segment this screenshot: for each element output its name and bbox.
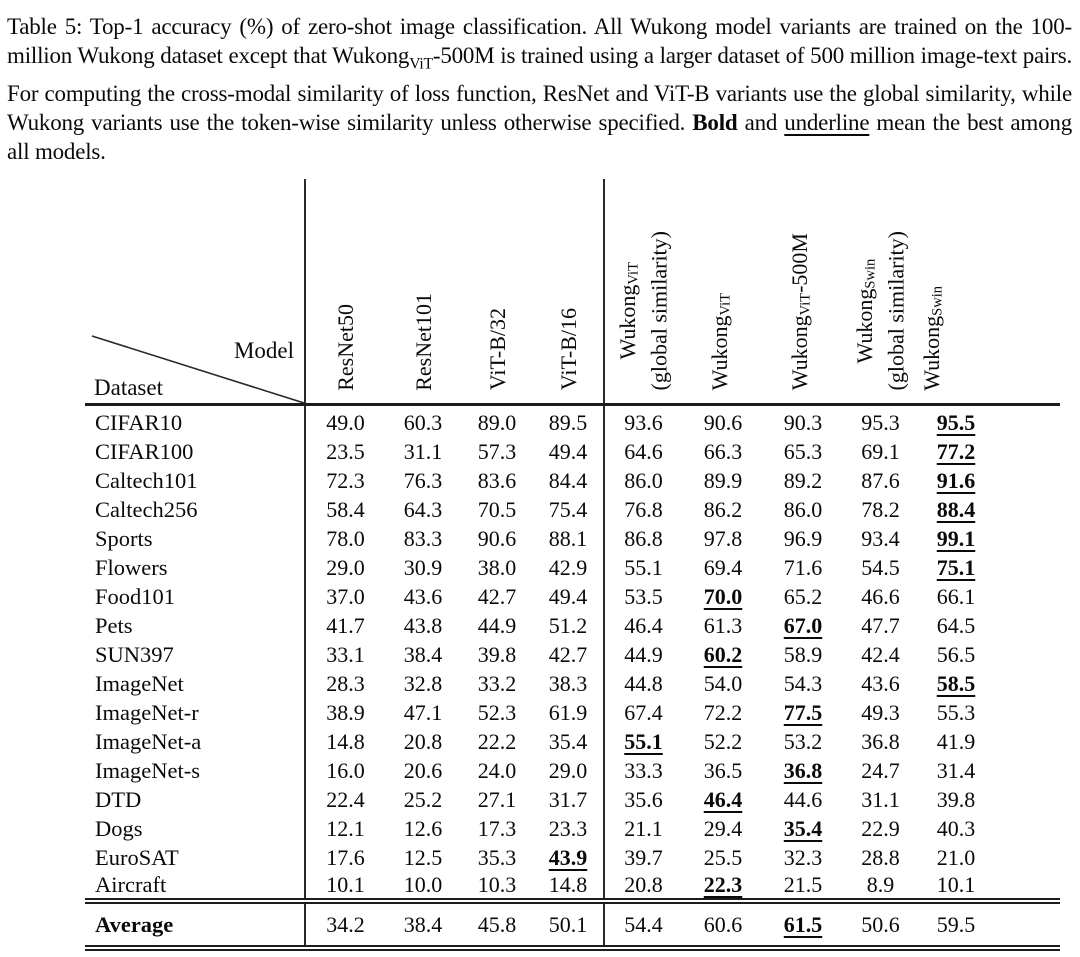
corner-model-label: Model [233,337,294,363]
value-cell: 30.9 [403,554,443,580]
value-cell: 47.7 [861,612,900,638]
caption-text-3: and [737,109,785,135]
value-cell: 97.8 [703,525,743,551]
value-cell: 22.4 [305,785,385,814]
value-cell: 54.5 [861,554,900,580]
value-cell: 20.6 [403,757,443,783]
caption-underline-word: underline [784,109,870,135]
value-cell: 12.1 [305,814,385,843]
value-cell: 47.1 [403,699,443,725]
value-cell: 86.2 [703,496,743,522]
row-label: ImageNet [95,670,184,696]
table-row [85,553,1060,582]
table-row [85,843,1060,872]
caption-text-4: mean the best among all models. [7,109,1072,164]
value-cell: 38.9 [305,698,385,727]
row-label: ImageNet-r [95,699,199,725]
value-cell: 24.0 [477,757,517,783]
value-cell: 52.3 [477,699,517,725]
row-label: ImageNet-s [95,757,200,783]
table-row [85,611,1060,640]
value-cell: 44.8 [604,669,682,698]
value-cell: 29.0 [548,757,588,783]
table-row [85,437,1060,466]
value-cell: 90.6 [703,410,743,436]
value-cell: 54.3 [783,670,823,696]
column-header [305,179,385,405]
table-row [85,727,1060,756]
caption-wukong-subscript: ViT [409,55,433,73]
column-header [461,179,533,405]
value-cell: 12.5 [403,844,443,870]
table-row [85,785,1060,814]
value-cell: 69.4 [703,554,743,580]
value-cell: 17.3 [477,815,517,841]
value-cell: 72.3 [305,466,385,495]
value-cell: 53.2 [783,728,823,754]
value-cell: 35.3 [477,844,517,870]
caption-text-2: -500M is trained using a larger dataset of 500 million image-text pairs. For computing the cross-modal similarity of loss function, ResNet and ViT-B variants use the global similarity, while Wukong variants use the token-wise similarity unless otherwise specified. [7,43,1073,135]
table-row [85,872,1060,901]
value-cell: 21.5 [783,872,823,898]
value-cell: 89.2 [783,467,823,493]
value-cell: 44.6 [783,786,823,812]
value-cell: 29.4 [703,815,743,841]
value-cell: 42.7 [477,583,517,609]
value-cell: 16.0 [305,756,385,785]
value-cell: 67.4 [604,698,682,727]
value-cell: 10.1 [936,872,976,898]
value-cell: 25.2 [403,786,443,812]
value-cell: 10.0 [403,872,443,898]
table-row [85,495,1060,524]
value-cell: 22.3 [703,872,743,898]
caption-bold-word: Bold [692,109,738,135]
row-label: Food101 [95,583,176,609]
value-cell: 69.1 [861,438,900,464]
value-cell: 10.1 [305,872,385,901]
value-cell: 29.0 [305,553,385,582]
value-cell: 44.9 [477,612,517,638]
value-cell: 77.2 [936,438,976,464]
value-cell: 90.6 [477,525,517,551]
value-cell: 35.4 [548,728,588,754]
value-cell: 28.3 [305,669,385,698]
value-cell: 33.2 [477,670,517,696]
value-cell: 36.8 [861,728,900,754]
table-row [85,698,1060,727]
value-cell: 21.1 [604,814,682,843]
rotated-column-label: ViT-B/32 [484,308,510,391]
corner-dataset-label: Dataset [94,374,163,400]
value-cell: 89.9 [703,467,743,493]
rotated-column-label: Wukong$_{Swin}$ (global similarity) [852,231,909,391]
value-cell: 8.9 [866,872,895,898]
value-cell: 45.8 [461,901,533,948]
value-cell: 14.8 [548,872,588,898]
value-cell: 66.1 [936,583,976,609]
value-cell: 54.0 [703,670,743,696]
table-row [85,524,1060,553]
value-cell: 60.2 [703,641,743,667]
row-label: EuroSAT [95,844,179,870]
value-cell: 25.5 [703,844,743,870]
value-cell: 75.1 [936,554,976,580]
value-cell: 20.8 [604,872,682,901]
value-cell: 67.0 [783,612,823,638]
row-label: Dogs [95,815,143,841]
value-cell: 42.7 [548,641,588,667]
value-cell: 23.5 [305,437,385,466]
value-cell: 52.2 [703,728,743,754]
rotated-column-label: Wukong$_{ViT}$ (global similarity) [615,231,672,391]
value-cell: 20.8 [403,728,443,754]
value-cell: 66.3 [703,438,743,464]
value-cell: 43.8 [403,612,443,638]
value-cell: 39.7 [604,843,682,872]
value-cell: 77.5 [783,699,823,725]
value-cell: 49.4 [548,583,588,609]
value-cell: 86.0 [783,496,823,522]
rotated-column-label: Wukong$_{ViT}$ [707,293,734,391]
value-cell: 55.1 [604,553,682,582]
column-header [842,179,919,405]
table-row [85,582,1060,611]
value-cell: 49.3 [861,699,900,725]
value-cell: 54.4 [604,901,682,948]
caption-text-1: Table 5: Top-1 accuracy (%) of zero-shot image classification. All Wukong model variants are trained on the 100-million Wukong dataset except that Wukong [7,14,1072,68]
value-cell: 43.6 [861,670,900,696]
row-label: Flowers [95,554,168,580]
value-cell: 39.8 [936,786,976,812]
value-cell: 64.6 [604,437,682,466]
value-cell: 76.3 [403,467,443,493]
value-cell: 33.3 [604,756,682,785]
value-cell: 31.1 [861,786,900,812]
value-cell: 58.4 [305,495,385,524]
value-cell: 33.1 [305,640,385,669]
value-cell: 70.0 [703,583,743,609]
value-cell: 41.7 [305,611,385,640]
value-cell: 56.5 [936,641,976,667]
value-cell: 87.6 [861,467,900,493]
value-cell: 89.0 [477,410,517,436]
value-cell: 61.3 [703,612,743,638]
value-cell: 72.2 [703,699,743,725]
value-cell: 78.0 [305,524,385,553]
row-label: Average [85,901,305,948]
value-cell: 51.2 [548,612,588,638]
value-cell: 42.4 [861,641,900,667]
average-row [85,901,1060,948]
value-cell: 64.5 [936,612,976,638]
value-cell: 22.2 [477,728,517,754]
table-row [85,466,1060,495]
value-cell: 28.8 [861,844,900,870]
value-cell: 32.3 [783,844,823,870]
value-cell: 31.4 [936,757,976,783]
corner-cell [85,179,305,405]
value-cell: 96.9 [783,525,823,551]
value-cell: 59.5 [919,901,1060,948]
rotated-column-label: ResNet50 [333,303,358,391]
value-cell: 35.4 [783,815,823,841]
row-label: Pets [95,612,133,638]
rotated-column-label: Wukong$_{Swin}$ [919,285,946,391]
table-row [85,404,1060,437]
column-header [919,179,1060,405]
value-cell: 84.4 [548,467,588,493]
value-cell: 55.1 [604,727,682,756]
value-cell: 31.1 [403,438,443,464]
value-cell: 93.6 [604,404,682,437]
value-cell: 60.3 [403,410,443,436]
column-header [604,179,682,405]
value-cell: 64.3 [403,496,443,522]
value-cell: 22.9 [861,815,900,841]
value-cell: 58.5 [936,670,976,696]
table-row [85,756,1060,785]
row-label: CIFAR10 [95,410,183,436]
value-cell: 14.8 [305,727,385,756]
table-row [85,814,1060,843]
value-cell: 88.4 [936,496,976,522]
value-cell: 34.2 [305,901,385,948]
results-table-wrapper [85,179,1080,952]
row-label: SUN397 [95,641,174,667]
value-cell: 86.8 [604,524,682,553]
value-cell: 88.1 [548,525,588,551]
value-cell: 43.6 [403,583,443,609]
value-cell: 50.6 [842,901,919,948]
value-cell: 36.5 [703,757,743,783]
row-label: DTD [95,786,142,812]
column-header [385,179,461,405]
value-cell: 70.5 [477,496,517,522]
value-cell: 99.1 [936,525,976,551]
rotated-column-label: ResNet101 [410,292,436,391]
row-label: Aircraft [95,872,167,898]
value-cell: 46.4 [604,611,682,640]
value-cell: 86.0 [604,466,682,495]
value-cell: 49.4 [548,438,588,464]
value-cell: 65.3 [783,438,823,464]
value-cell: 91.6 [936,467,976,493]
value-cell: 38.4 [403,641,443,667]
value-cell: 39.8 [477,641,517,667]
value-cell: 17.6 [305,843,385,872]
value-cell: 21.0 [936,844,976,870]
value-cell: 53.5 [604,582,682,611]
value-cell: 46.4 [703,786,743,812]
value-cell: 31.7 [548,786,588,812]
value-cell: 35.6 [604,785,682,814]
value-cell: 41.9 [936,728,976,754]
value-cell: 61.9 [548,699,588,725]
row-label: Caltech256 [95,496,198,522]
value-cell: 46.6 [861,583,900,609]
value-cell: 37.0 [305,582,385,611]
table-row [85,669,1060,698]
value-cell: 57.3 [477,438,517,464]
column-header [533,179,604,405]
value-cell: 10.3 [477,872,517,898]
value-cell: 71.6 [783,554,823,580]
value-cell: 38.4 [385,901,461,948]
value-cell: 32.8 [403,670,443,696]
value-cell: 93.4 [861,525,900,551]
value-cell: 38.0 [477,554,517,580]
value-cell: 83.3 [403,525,443,551]
table-body [85,404,1060,948]
column-header [764,179,842,405]
value-cell: 24.7 [861,757,900,783]
row-label: Caltech101 [95,467,198,493]
value-cell: 27.1 [477,786,517,812]
header-row [85,179,1060,405]
column-header [682,179,764,405]
value-cell: 40.3 [936,815,976,841]
value-cell: 78.2 [861,496,900,522]
table-row [85,640,1060,669]
value-cell: 44.9 [604,640,682,669]
table-caption [7,12,1072,166]
value-cell: 61.5 [764,901,842,948]
value-cell: 95.5 [936,410,976,436]
value-cell: 23.3 [548,815,588,841]
value-cell: 65.2 [783,583,823,609]
value-cell: 36.8 [783,757,823,783]
value-cell: 43.9 [548,844,588,870]
value-cell: 89.5 [548,410,588,436]
value-cell: 83.6 [477,467,517,493]
rotated-column-label: ViT-B/16 [555,308,581,391]
value-cell: 38.3 [548,670,588,696]
value-cell: 76.8 [604,495,682,524]
rotated-column-label: Wukong$_{ViT}$-500M [787,233,814,391]
value-cell: 58.9 [783,641,823,667]
row-label: ImageNet-a [95,728,202,754]
value-cell: 60.6 [682,901,764,948]
value-cell: 12.6 [403,815,443,841]
row-label: CIFAR100 [95,438,194,464]
value-cell: 42.9 [548,554,588,580]
value-cell: 90.3 [783,410,823,436]
value-cell: 75.4 [548,496,588,522]
row-label: Sports [95,525,153,551]
corner-diagonal-box [85,332,304,403]
value-cell: 55.3 [936,699,976,725]
results-table [85,179,1060,952]
value-cell: 49.0 [305,404,385,437]
value-cell: 95.3 [861,410,900,436]
value-cell: 50.1 [533,901,604,948]
